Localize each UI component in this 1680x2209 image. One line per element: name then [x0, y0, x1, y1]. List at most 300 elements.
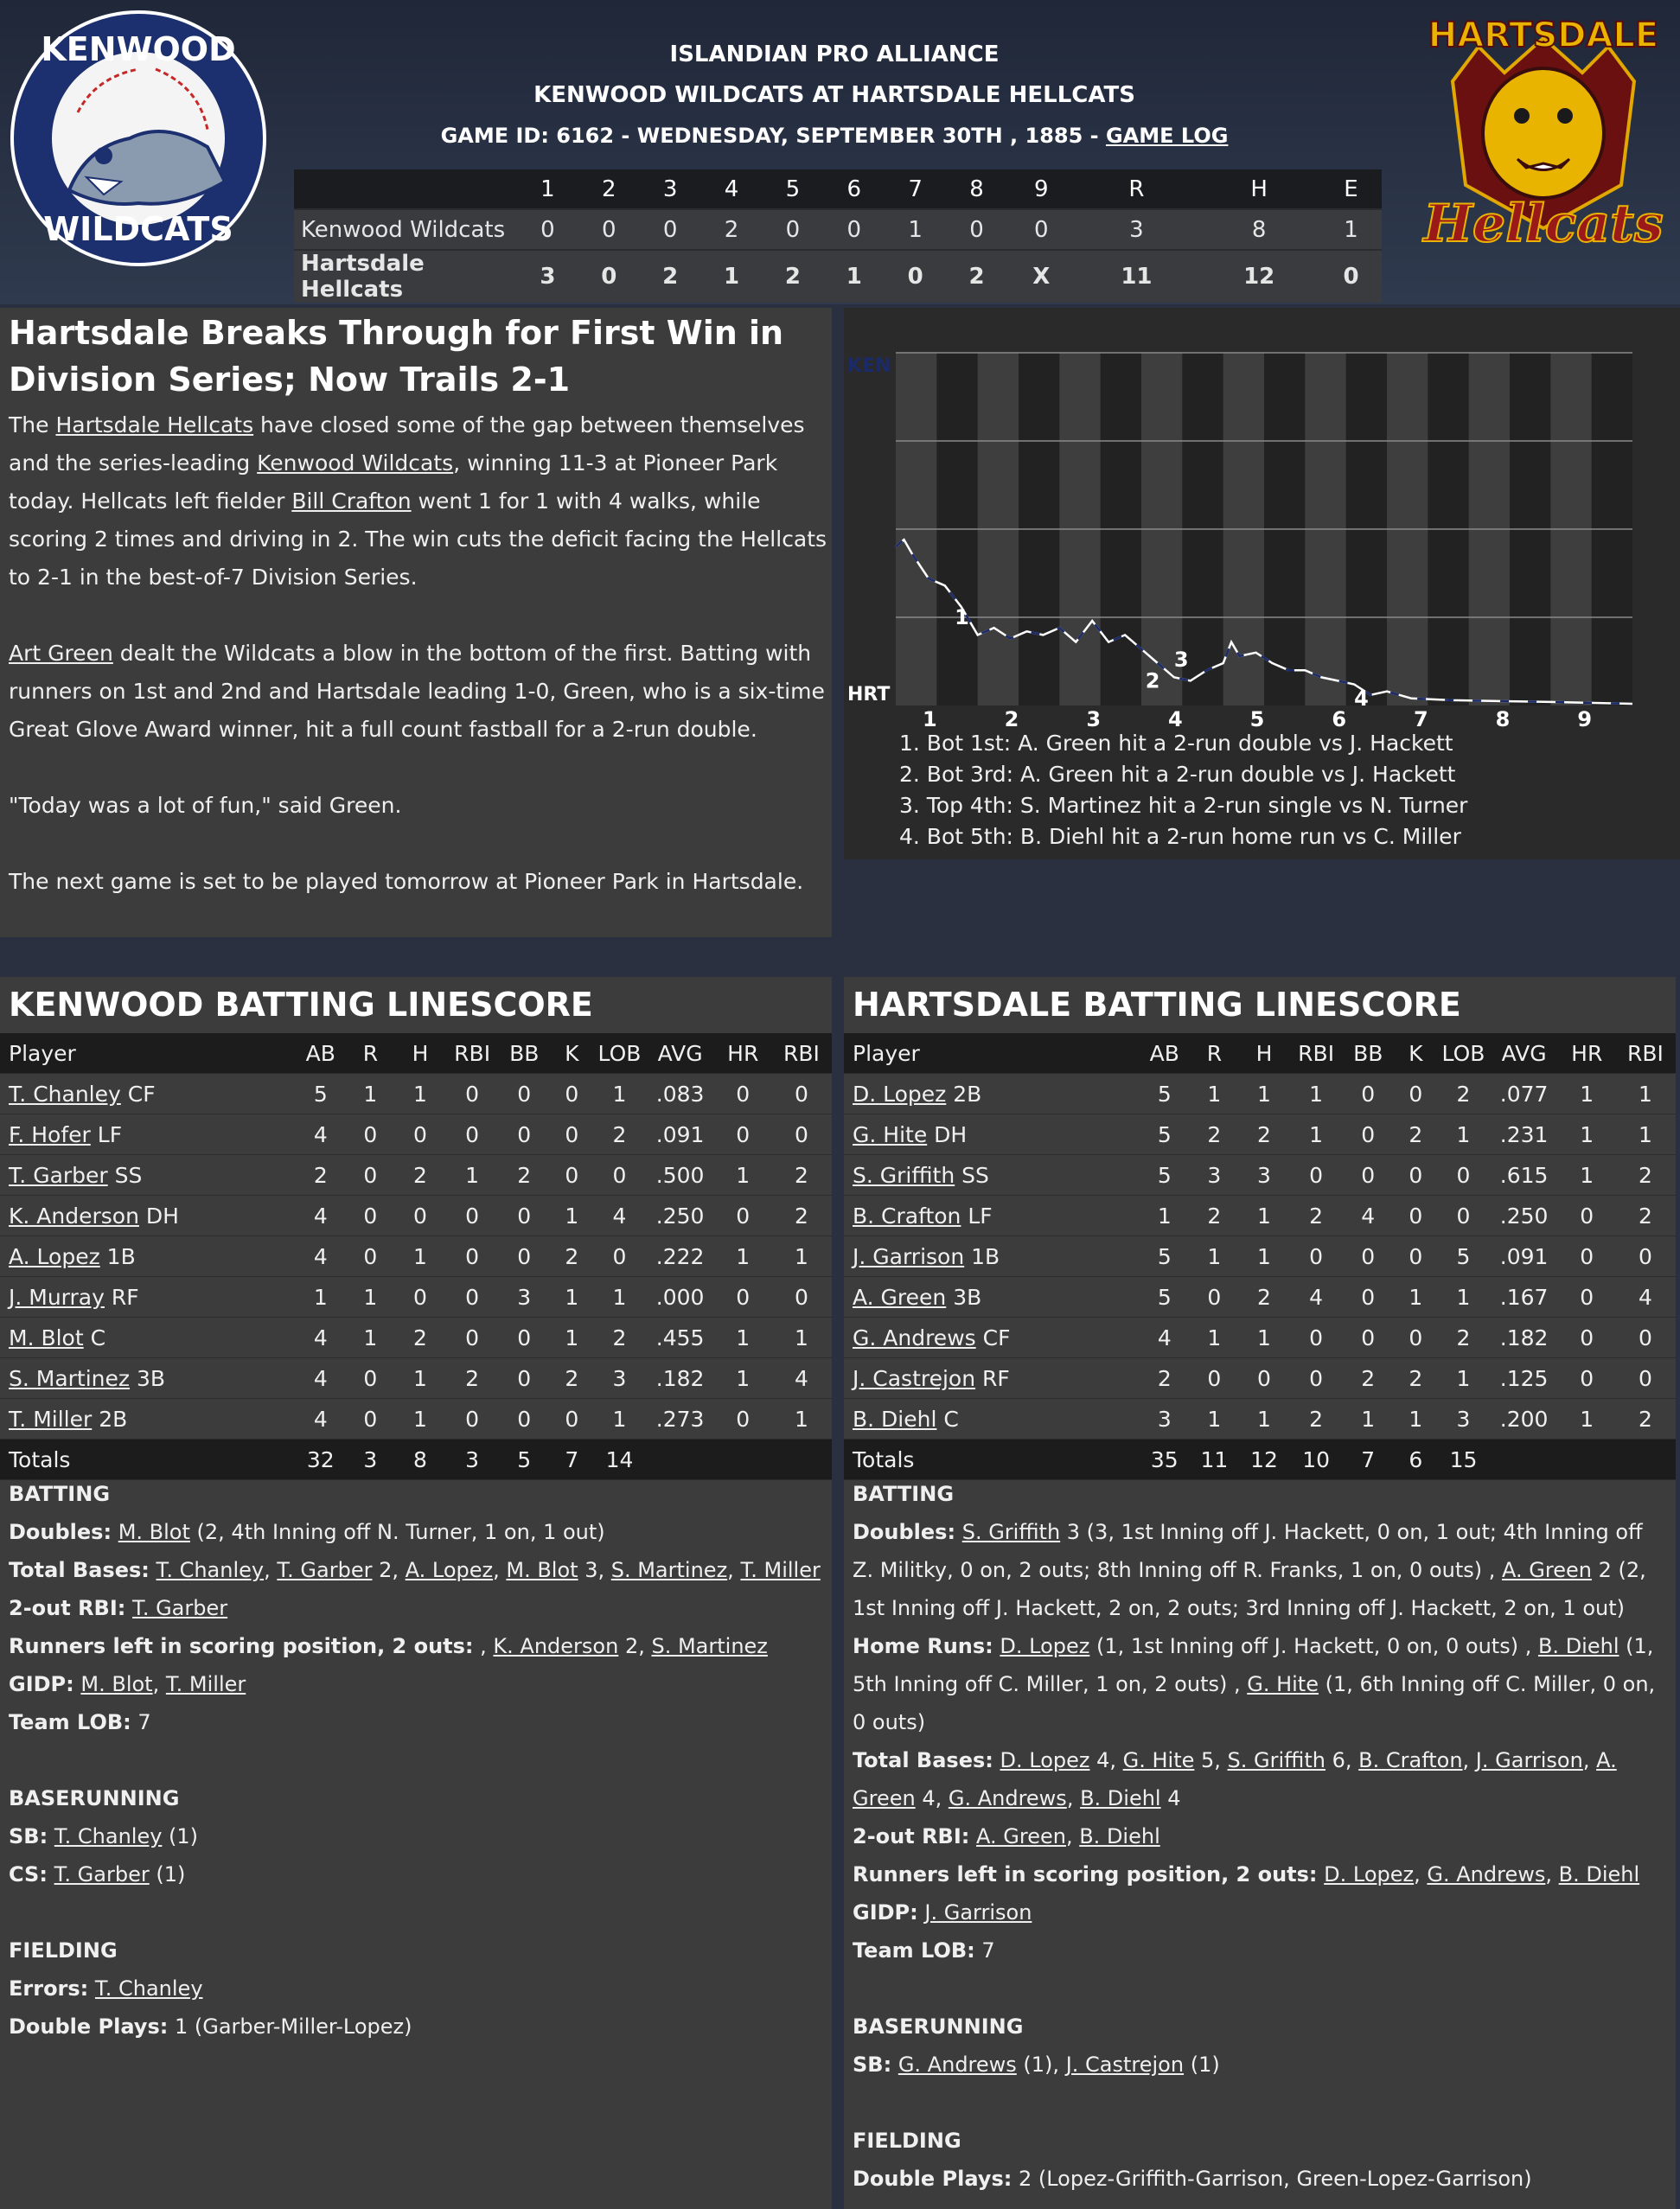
note-text: 4,: [915, 1786, 949, 1810]
stat-cell: 2: [550, 1236, 593, 1277]
totals-cell: [1490, 1440, 1559, 1480]
note-text: 2,: [618, 1634, 652, 1658]
player-link[interactable]: T. Chanley: [156, 1558, 265, 1582]
player-link[interactable]: G. Andrews: [897, 2053, 1017, 2077]
player-link[interactable]: T. Garber: [54, 1862, 150, 1887]
note-gidp: [9, 1665, 826, 1703]
stat-cell: 1: [394, 1236, 446, 1277]
stat-cell: 0: [347, 1114, 394, 1155]
table-row: [844, 1399, 1676, 1440]
note-text: ,: [264, 1558, 278, 1582]
hartsdale-hellcats-link[interactable]: Hartsdale Hellcats: [55, 412, 254, 437]
stat-cell: 0: [771, 1074, 832, 1114]
note-label: Team LOB:: [9, 1710, 131, 1734]
player-link[interactable]: G. Hite: [1247, 1672, 1319, 1696]
kenwood-logo: [9, 9, 268, 268]
stat-cell: 0: [1615, 1236, 1676, 1277]
player-link[interactable]: B. Crafton: [1358, 1748, 1463, 1772]
linescore-team-row: [294, 250, 1382, 303]
player-link[interactable]: T. Garber: [277, 1558, 373, 1582]
table-row: [844, 1358, 1676, 1399]
batting-header-cell: H: [394, 1033, 446, 1074]
stat-cell: .091: [1490, 1236, 1559, 1277]
section-baserunning: BASERUNNING: [9, 1786, 180, 1810]
stat-cell: 1: [1290, 1074, 1342, 1114]
note-sb: [853, 2046, 1670, 2084]
note-text: (2, 4th Inning off N. Turner, 1 on, 1 out): [189, 1520, 605, 1544]
spacer: [9, 1893, 826, 1931]
stat-cell: 3: [1139, 1399, 1191, 1440]
note-label: GIDP:: [9, 1672, 74, 1696]
game-log-link[interactable]: GAME LOG: [1105, 124, 1229, 148]
totals-cell: [715, 1440, 771, 1480]
player-link[interactable]: G. Andrews: [1427, 1862, 1546, 1887]
stat-cell: 1: [347, 1074, 394, 1114]
stat-cell: 4: [295, 1196, 347, 1236]
table-row: [0, 1196, 832, 1236]
linescore-cell: 3: [1076, 209, 1198, 250]
stat-cell: .250: [646, 1196, 715, 1236]
player-link[interactable]: J. Garrison: [924, 1900, 1032, 1925]
player-cell: [844, 1196, 1139, 1236]
stat-cell: 1: [550, 1196, 593, 1236]
stat-cell: 0: [1290, 1155, 1342, 1196]
note-text: 1 (Garber-Miller-Lopez): [168, 2014, 412, 2039]
note-text: 2,: [372, 1558, 406, 1582]
stat-cell: 0: [715, 1277, 771, 1318]
stat-cell: .182: [1490, 1318, 1559, 1358]
stat-cell: 0: [446, 1277, 498, 1318]
stat-cell: 0: [1559, 1358, 1615, 1399]
stat-cell: 0: [394, 1196, 446, 1236]
stat-cell: 0: [1559, 1236, 1615, 1277]
linescore-header-cell: 1: [517, 169, 578, 209]
player-link[interactable]: F. Hofer: [9, 1121, 91, 1147]
event-note: 4. Bot 5th: B. Diehl hit a 2-run home run vs C. Miller: [899, 824, 1461, 849]
note-text: (1, 1st Inning off J. Hackett, 0 on, 0 outs) ,: [1089, 1634, 1538, 1658]
stat-cell: 1: [1342, 1399, 1394, 1440]
player-cell: [844, 1399, 1139, 1440]
win-probability-notes: [899, 728, 1660, 852]
stat-cell: 0: [1191, 1358, 1238, 1399]
player-cell: [844, 1277, 1139, 1318]
linescore-cell: 2: [701, 209, 763, 250]
stat-cell: 1: [1191, 1074, 1238, 1114]
linescore-cell: 8: [1198, 209, 1320, 250]
stat-cell: 4: [295, 1358, 347, 1399]
stat-cell: 2: [1238, 1114, 1290, 1155]
note-text: (1, 6th Inning off C. Miller, 0 on, 0 outs): [853, 1672, 1656, 1734]
player-link[interactable]: S. Griffith: [961, 1520, 1061, 1544]
note-label: Runners left in scoring position, 2 outs:: [853, 1862, 1318, 1887]
batting-header-cell: LOB: [1437, 1033, 1489, 1074]
stat-cell: .500: [646, 1155, 715, 1196]
table-row: [0, 1318, 832, 1358]
note-label: Home Runs:: [853, 1634, 993, 1658]
stat-cell: .200: [1490, 1399, 1559, 1440]
stat-cell: 0: [1238, 1358, 1290, 1399]
player-link[interactable]: T. Miller: [9, 1406, 93, 1432]
event-note: 3. Top 4th: S. Martinez hit a 2-run single vs N. Turner: [899, 793, 1468, 818]
player-link[interactable]: G. Andrews: [853, 1325, 976, 1350]
linescore-cell: 1: [823, 250, 885, 303]
totals-cell: 8: [394, 1440, 446, 1480]
stat-cell: 1: [1238, 1196, 1290, 1236]
player-link[interactable]: A. Green: [853, 1748, 1617, 1810]
stat-cell: 2: [1437, 1318, 1489, 1358]
linescore-cell: 1: [1320, 209, 1382, 250]
art-green-link[interactable]: Art Green: [9, 641, 113, 666]
note-total-bases: [9, 1551, 826, 1589]
stat-cell: 2: [394, 1155, 446, 1196]
note-double-plays: [853, 2160, 1670, 2198]
batting-header-cell: LOB: [593, 1033, 645, 1074]
stat-cell: 2: [1394, 1114, 1437, 1155]
stat-cell: 0: [1394, 1074, 1437, 1114]
inning-tick-label: 1: [922, 707, 937, 731]
stat-cell: 2: [446, 1358, 498, 1399]
note-errors: [9, 1970, 826, 2008]
player-link[interactable]: G. Andrews: [948, 1786, 1067, 1810]
player-link[interactable]: M. Blot: [506, 1558, 578, 1582]
player-link[interactable]: B. Diehl: [1537, 1634, 1619, 1658]
note-text: 7: [131, 1710, 151, 1734]
stat-cell: 2: [593, 1318, 645, 1358]
player-link[interactable]: A. Green: [976, 1824, 1066, 1848]
note-text: 7: [974, 1938, 995, 1963]
stat-cell: 0: [1342, 1074, 1394, 1114]
player-link[interactable]: T. Chanley: [94, 1976, 203, 2001]
linescore-cell: 1: [701, 250, 763, 303]
linescore-header-cell: 9: [1007, 169, 1076, 209]
player-position: 1B: [964, 1243, 1000, 1269]
stat-cell: 0: [771, 1114, 832, 1155]
story-paragraph-2: [9, 635, 830, 749]
linescore-cell: 12: [1198, 250, 1320, 303]
stat-cell: 1: [715, 1318, 771, 1358]
totals-cell: 32: [295, 1440, 347, 1480]
stat-cell: 1: [1191, 1399, 1238, 1440]
player-position: SS: [955, 1162, 989, 1188]
note-label: SB:: [9, 1824, 48, 1848]
stat-cell: 4: [295, 1399, 347, 1440]
totals-cell: 15: [1437, 1440, 1489, 1480]
table-row: [844, 1318, 1676, 1358]
batting-header-row: [0, 1033, 832, 1074]
note-team-lob: [853, 1931, 1670, 1970]
note-text: (1): [162, 1824, 199, 1848]
player-link[interactable]: B. Diehl: [1079, 1824, 1160, 1848]
kenwood-wildcats-link[interactable]: Kenwood Wildcats: [257, 450, 454, 476]
stat-cell: 0: [347, 1236, 394, 1277]
table-row: [844, 1074, 1676, 1114]
stat-cell: 0: [1394, 1236, 1437, 1277]
player-link[interactable]: T. Chanley: [9, 1081, 121, 1107]
player-link[interactable]: T. Miller: [165, 1672, 246, 1696]
player-link[interactable]: A. Green: [853, 1284, 947, 1310]
note-text: ,: [1545, 1862, 1559, 1887]
stat-cell: 0: [1615, 1318, 1676, 1358]
player-cell: [0, 1074, 295, 1114]
batting-header-cell: BB: [1342, 1033, 1394, 1074]
note-text: (1): [149, 1862, 186, 1887]
note-home-runs: [853, 1627, 1670, 1741]
stat-cell: 0: [1290, 1318, 1342, 1358]
stat-cell: 0: [1290, 1236, 1342, 1277]
player-position: DH: [927, 1121, 968, 1147]
linescore-header-cell: 4: [701, 169, 763, 209]
batting-header-cell: AVG: [1490, 1033, 1559, 1074]
stat-cell: 2: [1290, 1196, 1342, 1236]
stat-cell: .167: [1490, 1277, 1559, 1318]
stat-cell: 1: [1238, 1318, 1290, 1358]
note-text: ,: [152, 1672, 166, 1696]
player-link[interactable]: B. Diehl: [853, 1406, 937, 1432]
stat-cell: 1: [1238, 1399, 1290, 1440]
note-text: ,: [1065, 1824, 1080, 1848]
note-label: Doubles:: [853, 1520, 956, 1544]
stat-cell: 0: [1394, 1155, 1437, 1196]
inning-tick-label: 2: [1004, 707, 1019, 731]
player-link[interactable]: S. Griffith: [1227, 1748, 1325, 1772]
stat-cell: .222: [646, 1236, 715, 1277]
player-link[interactable]: D. Lopez: [853, 1081, 947, 1107]
linescore-cell: 0: [1007, 209, 1076, 250]
stat-cell: 2: [771, 1196, 832, 1236]
stat-cell: 5: [1139, 1114, 1191, 1155]
note-label: Total Bases:: [853, 1748, 993, 1772]
player-link[interactable]: T. Garber: [132, 1596, 228, 1620]
stat-cell: 0: [715, 1114, 771, 1155]
stat-cell: 1: [771, 1236, 832, 1277]
player-link[interactable]: D. Lopez: [1324, 1862, 1415, 1887]
svg-text:HARTSDALE: HARTSDALE: [1428, 16, 1659, 55]
kenwood-batting-table: [0, 1033, 832, 1480]
stat-cell: 4: [295, 1114, 347, 1155]
svg-text:KENWOOD: KENWOOD: [41, 30, 236, 68]
game-info: [285, 116, 1383, 156]
linescore-header-cell: 3: [640, 169, 701, 209]
stat-cell: .125: [1490, 1358, 1559, 1399]
table-row: [0, 1074, 832, 1114]
totals-cell: 7: [550, 1440, 593, 1480]
linescore-header-row: [294, 169, 1382, 209]
stat-cell: 0: [1342, 1114, 1394, 1155]
stat-cell: 0: [550, 1074, 593, 1114]
player-link[interactable]: T. Miller: [740, 1558, 821, 1582]
player-link[interactable]: S. Martinez: [651, 1634, 768, 1658]
note-double-plays: [9, 2008, 826, 2046]
table-row: [844, 1114, 1676, 1155]
stat-cell: 0: [446, 1399, 498, 1440]
section-batting: BATTING: [853, 1482, 955, 1506]
linescore-cell: 0: [517, 209, 578, 250]
hartsdale-batting-table: [844, 1033, 1676, 1480]
table-row: [844, 1277, 1676, 1318]
note-label: Doubles:: [9, 1520, 112, 1544]
stat-cell: 1: [715, 1155, 771, 1196]
stat-cell: 2: [1139, 1358, 1191, 1399]
note-text: (1, 5th Inning off C. Miller, 1 on, 2 outs) ,: [853, 1634, 1654, 1696]
inning-tick-label: 9: [1577, 707, 1593, 731]
stat-cell: 2: [1238, 1277, 1290, 1318]
player-cell: [844, 1074, 1139, 1114]
linescore-cell: 0: [885, 250, 946, 303]
stat-cell: 0: [498, 1318, 550, 1358]
stat-cell: 3: [1437, 1399, 1489, 1440]
player-position: C: [936, 1406, 959, 1432]
player-link[interactable]: J. Murray: [9, 1284, 105, 1310]
player-link[interactable]: J. Castrejon: [1065, 2053, 1185, 2077]
player-link[interactable]: D. Lopez: [1000, 1748, 1090, 1772]
player-link[interactable]: B. Diehl: [1080, 1786, 1161, 1810]
player-link[interactable]: S. Martinez: [9, 1365, 131, 1391]
svg-text:WILDCATS: WILDCATS: [43, 210, 233, 248]
player-position: RF: [104, 1284, 139, 1310]
totals-cell: [771, 1440, 832, 1480]
section-batting: BATTING: [9, 1482, 111, 1506]
player-link[interactable]: A. Green: [1502, 1558, 1592, 1582]
linescore-cell: 2: [946, 250, 1007, 303]
player-link[interactable]: J. Castrejon: [853, 1365, 976, 1391]
stat-cell: 2: [394, 1318, 446, 1358]
totals-cell: 3: [347, 1440, 394, 1480]
player-link[interactable]: T. Garber: [9, 1162, 108, 1188]
player-link[interactable]: A. Lopez: [405, 1558, 494, 1582]
inning-tick-label: 5: [1249, 707, 1265, 731]
event-note: 2. Bot 3rd: A. Green hit a 2-run double vs J. Hackett: [899, 762, 1456, 787]
stat-cell: .231: [1490, 1114, 1559, 1155]
stat-cell: 0: [771, 1277, 832, 1318]
player-cell: [0, 1358, 295, 1399]
player-position: CF: [975, 1325, 1011, 1350]
linescore-header-cell: R: [1076, 169, 1198, 209]
note-gidp: [853, 1893, 1670, 1931]
player-link[interactable]: D. Lopez: [1000, 1634, 1090, 1658]
player-link[interactable]: G. Hite: [1122, 1748, 1195, 1772]
note-text: ,: [473, 1634, 494, 1658]
note-text: ,: [1462, 1748, 1476, 1772]
player-link[interactable]: B. Diehl: [1558, 1862, 1640, 1887]
inning-tick-label: 8: [1495, 707, 1511, 731]
player-link[interactable]: G. Hite: [853, 1121, 928, 1147]
totals-cell: 11: [1191, 1440, 1238, 1480]
note-label: 2-out RBI:: [9, 1596, 126, 1620]
stat-cell: 0: [446, 1318, 498, 1358]
stat-cell: 1: [446, 1155, 498, 1196]
totals-cell: 12: [1238, 1440, 1290, 1480]
totals-cell: [1615, 1440, 1676, 1480]
player-link[interactable]: M. Blot: [80, 1672, 153, 1696]
player-link[interactable]: T. Chanley: [54, 1824, 163, 1848]
note-text: ,: [727, 1558, 741, 1582]
event-note: 1. Bot 1st: A. Green hit a 2-run double vs J. Hackett: [899, 731, 1453, 756]
batting-header-cell: K: [550, 1033, 593, 1074]
stat-cell: 1: [347, 1318, 394, 1358]
player-cell: [0, 1399, 295, 1440]
note-text: ,: [1414, 1862, 1428, 1887]
bill-crafton-link[interactable]: Bill Crafton: [291, 488, 412, 514]
stat-cell: .250: [1490, 1196, 1559, 1236]
player-position: RF: [975, 1365, 1010, 1391]
stat-cell: 2: [295, 1155, 347, 1196]
stat-cell: 1: [1238, 1074, 1290, 1114]
stat-cell: 4: [1342, 1196, 1394, 1236]
stat-cell: 1: [771, 1318, 832, 1358]
stat-cell: 2: [1394, 1358, 1437, 1399]
story-text: The: [9, 412, 56, 437]
totals-row: [844, 1440, 1676, 1480]
player-link[interactable]: K. Anderson: [493, 1634, 619, 1658]
stat-cell: 1: [593, 1277, 645, 1318]
stat-cell: 2: [1191, 1196, 1238, 1236]
team-label-bottom: HRT: [847, 684, 891, 705]
table-row: [0, 1236, 832, 1277]
player-link[interactable]: M. Blot: [9, 1325, 84, 1350]
stat-cell: 4: [1290, 1277, 1342, 1318]
batting-header-cell: RBI: [1290, 1033, 1342, 1074]
table-row: [0, 1399, 832, 1440]
stat-cell: 0: [1394, 1196, 1437, 1236]
batting-header-cell: RBI: [446, 1033, 498, 1074]
player-position: CF: [120, 1081, 156, 1107]
note-text: 2 (Lopez-Griffith-Garrison, Green-Lopez-Garrison): [1012, 2167, 1532, 2191]
player-link[interactable]: J. Garrison: [1475, 1748, 1583, 1772]
stat-cell: 2: [550, 1358, 593, 1399]
stat-cell: 5: [1139, 1155, 1191, 1196]
player-link[interactable]: S. Griffith: [853, 1162, 955, 1188]
stat-cell: 1: [1139, 1196, 1191, 1236]
stat-cell: 1: [1191, 1318, 1238, 1358]
linescore-cell: 0: [578, 250, 640, 303]
linescore-cell: X: [1007, 250, 1076, 303]
note-label: Errors:: [9, 1976, 89, 2001]
player-cell: [844, 1358, 1139, 1399]
player-cell: [844, 1318, 1139, 1358]
table-row: [0, 1277, 832, 1318]
linescore-cell: 0: [640, 209, 701, 250]
batting-header-cell: RBI: [1615, 1033, 1676, 1074]
player-cell: [844, 1236, 1139, 1277]
linescore-cell: 0: [763, 209, 824, 250]
stat-cell: 0: [498, 1114, 550, 1155]
totals-cell: [1559, 1440, 1615, 1480]
hartsdale-notes: [853, 1475, 1670, 2198]
player-link[interactable]: A. Lopez: [9, 1243, 100, 1269]
totals-cell: Totals: [844, 1440, 1139, 1480]
story-text: went 1 for 1 with 4 walks, while scoring 2 times and driving in 2. The win cuts the deficit facing the Hellcats to 2-1 in the best-of-7 Division Series.: [9, 488, 827, 590]
player-link[interactable]: S. Martinez: [610, 1558, 728, 1582]
story-headline: Hartsdale Breaks Through for First Win in Division Series; Now Trails 2-1: [9, 314, 784, 399]
stat-cell: 1: [1437, 1358, 1489, 1399]
stat-cell: .077: [1490, 1074, 1559, 1114]
stat-cell: 0: [347, 1399, 394, 1440]
story-text: , winning 11-3 at Pioneer Park today. Hellcats left fielder: [9, 450, 778, 514]
player-link[interactable]: M. Blot: [118, 1520, 190, 1544]
player-link[interactable]: K. Anderson: [9, 1203, 139, 1229]
batting-header-cell: R: [1191, 1033, 1238, 1074]
stat-cell: 1: [1615, 1114, 1676, 1155]
batting-header-cell: RBI: [771, 1033, 832, 1074]
player-link[interactable]: J. Garrison: [853, 1243, 965, 1269]
totals-cell: 5: [498, 1440, 550, 1480]
stat-cell: 0: [347, 1155, 394, 1196]
player-link[interactable]: B. Crafton: [853, 1203, 961, 1229]
stat-cell: 1: [771, 1399, 832, 1440]
linescore-header-cell: 2: [578, 169, 640, 209]
stat-cell: 2: [771, 1155, 832, 1196]
stat-cell: 0: [715, 1196, 771, 1236]
